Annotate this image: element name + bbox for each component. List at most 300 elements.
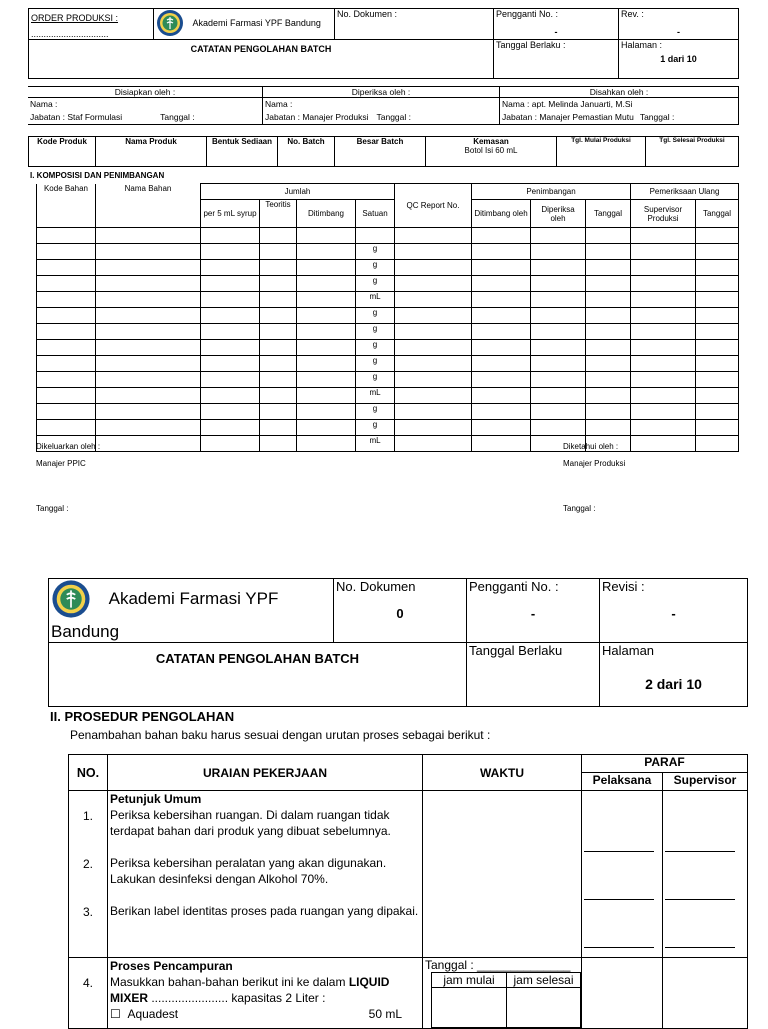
composition-cell[interactable] <box>472 436 531 452</box>
composition-cell[interactable] <box>696 340 739 356</box>
composition-cell[interactable] <box>297 356 356 372</box>
jam-selesai-label: jam selesai <box>507 973 581 988</box>
composition-cell[interactable] <box>96 228 201 244</box>
composition-cell[interactable] <box>96 324 201 340</box>
proses-pencampuran-label: Proses Pencampuran <box>110 959 233 973</box>
composition-cell[interactable] <box>96 244 201 260</box>
supervisor-signature-line[interactable] <box>665 899 735 900</box>
composition-cell[interactable] <box>586 356 631 372</box>
p2-revisi-cell <box>600 579 748 643</box>
tgl-mulai-header: Tgl. Mulai Produksi <box>557 137 646 167</box>
composition-cell[interactable] <box>96 404 201 420</box>
supervisor-signature-line[interactable] <box>665 851 735 852</box>
halaman-cell <box>619 40 739 79</box>
composition-row <box>37 260 739 276</box>
nama-produk-header: Nama Produk <box>96 137 207 167</box>
p2-tanggal-berlaku-label: Tanggal Berlaku <box>469 643 563 658</box>
composition-row <box>37 292 739 308</box>
p2-halaman-cell <box>600 643 748 707</box>
composition-cell[interactable] <box>631 276 696 292</box>
step-no: 1. <box>82 809 93 823</box>
steps-pelaksana-col <box>582 791 663 958</box>
disahkan-label: Disahkan oleh : <box>500 87 739 98</box>
composition-cell[interactable] <box>260 372 297 388</box>
p2-title: CATATAN PENGOLAHAN BATCH <box>49 643 467 707</box>
composition-cell[interactable] <box>631 340 696 356</box>
satuan-cell: g <box>356 308 395 324</box>
composition-cell[interactable] <box>201 420 260 436</box>
composition-cell[interactable] <box>472 388 531 404</box>
composition-cell[interactable] <box>531 372 586 388</box>
pelaksana-signature-line[interactable] <box>584 851 654 852</box>
composition-cell[interactable] <box>586 276 631 292</box>
satuan-cell <box>356 228 395 244</box>
p2-tanggal-berlaku-cell <box>467 643 600 707</box>
composition-cell[interactable] <box>696 404 739 420</box>
halaman-label: Halaman : <box>621 40 663 50</box>
composition-cell[interactable] <box>201 260 260 276</box>
composition-cell[interactable] <box>696 260 739 276</box>
composition-cell[interactable] <box>201 356 260 372</box>
steps-waktu-col[interactable] <box>423 791 582 958</box>
composition-cell[interactable] <box>531 420 586 436</box>
signature-right <box>563 438 625 517</box>
step4-text-bold: LIQUID MIXER <box>110 975 390 1005</box>
composition-cell[interactable] <box>96 420 201 436</box>
composition-cell[interactable] <box>696 228 739 244</box>
composition-cell[interactable] <box>696 292 739 308</box>
composition-cell[interactable] <box>696 436 739 452</box>
composition-cell[interactable] <box>37 356 96 372</box>
halaman-value: 1 dari 10 <box>660 54 697 64</box>
manajer-ppic-label: Manajer PPIC <box>36 459 86 468</box>
no-dokumen-label: No. Dokumen : <box>337 9 398 19</box>
step-text: Periksa kebersihan peralatan yang akan digunakan. Lakukan desinfeksi dengan Alkohol 70%. <box>110 856 387 886</box>
composition-cell[interactable] <box>37 420 96 436</box>
composition-cell[interactable] <box>260 228 297 244</box>
jabatan2: Jabatan : Manajer Produksi <box>265 112 369 122</box>
composition-cell[interactable] <box>201 404 260 420</box>
step4-text-b: ....................... kapasitas 2 Liter : <box>148 991 326 1005</box>
composition-cell[interactable] <box>631 244 696 260</box>
composition-cell[interactable] <box>260 244 297 260</box>
satuan-cell: g <box>356 356 395 372</box>
supervisor-produksi-header: Supervisor Produksi <box>631 200 696 228</box>
composition-row <box>37 340 739 356</box>
composition-cell[interactable] <box>531 292 586 308</box>
jam-table <box>431 972 581 1028</box>
composition-cell[interactable] <box>395 308 472 324</box>
p2-institution-name: Akademi Farmasi YPF Bandung <box>51 588 279 641</box>
composition-cell[interactable] <box>631 228 696 244</box>
composition-cell[interactable] <box>395 276 472 292</box>
satuan-cell: g <box>356 372 395 388</box>
composition-cell[interactable] <box>631 404 696 420</box>
order-produksi-label: ORDER PRODUKSI : <box>31 13 119 23</box>
satuan-header: Satuan <box>356 200 395 228</box>
step4-text-cell <box>108 958 423 1029</box>
composition-cell[interactable] <box>96 388 201 404</box>
tanggal2: Tanggal : <box>376 112 411 122</box>
composition-cell[interactable] <box>201 388 260 404</box>
composition-cell[interactable] <box>586 388 631 404</box>
p2-halaman-label: Halaman <box>602 643 655 658</box>
page2-header-table <box>48 578 748 707</box>
composition-cell[interactable] <box>472 244 531 260</box>
no-batch-header: No. Batch <box>278 137 335 167</box>
composition-cell[interactable] <box>260 340 297 356</box>
nama3: Nama : apt. Melinda Januarti, M.Si <box>502 99 633 109</box>
pelaksana-header: Pelaksana <box>582 773 663 791</box>
composition-cell[interactable] <box>472 404 531 420</box>
composition-cell[interactable] <box>37 324 96 340</box>
p2-no-dokumen-cell <box>334 579 467 643</box>
nama1: Nama : <box>30 99 58 109</box>
composition-cell[interactable] <box>472 372 531 388</box>
composition-cell[interactable] <box>96 276 201 292</box>
composition-cell[interactable] <box>631 388 696 404</box>
composition-cell[interactable] <box>631 292 696 308</box>
rev-cell <box>619 9 739 40</box>
steps-text-col <box>108 791 423 958</box>
jam-mulai-input[interactable] <box>432 988 507 1028</box>
composition-cell[interactable] <box>260 404 297 420</box>
composition-cell[interactable] <box>586 260 631 276</box>
p2-revisi-label: Revisi : <box>602 579 645 594</box>
order-produksi-cell <box>29 9 154 40</box>
supervisor-signature-line[interactable] <box>665 947 735 948</box>
composition-cell[interactable] <box>472 340 531 356</box>
composition-cell[interactable] <box>472 228 531 244</box>
composition-cell[interactable] <box>260 356 297 372</box>
section2-subtitle: Penambahan bahan baku harus sesuai dengan urutan proses sebagai berikut : <box>70 728 491 742</box>
bentuk-sediaan-header: Bentuk Sediaan <box>207 137 278 167</box>
composition-cell[interactable] <box>472 420 531 436</box>
no-header: NO. <box>69 755 108 791</box>
satuan-cell: g <box>356 404 395 420</box>
composition-cell[interactable] <box>201 228 260 244</box>
composition-row <box>37 420 739 436</box>
aquadest-qty: 50 mL <box>368 1007 402 1021</box>
teoritis-header: Teoritis <box>260 200 297 228</box>
composition-cell[interactable] <box>472 292 531 308</box>
p2-pengganti-value: - <box>530 606 536 621</box>
composition-cell[interactable] <box>96 340 201 356</box>
composition-cell[interactable] <box>395 244 472 260</box>
composition-cell[interactable] <box>260 260 297 276</box>
composition-row <box>37 308 739 324</box>
composition-cell[interactable] <box>395 388 472 404</box>
composition-cell[interactable] <box>531 356 586 372</box>
composition-cell[interactable] <box>260 324 297 340</box>
composition-cell[interactable] <box>696 388 739 404</box>
step-text: Berikan label identitas proses pada ruangan yang dipakai. <box>110 904 419 918</box>
composition-cell[interactable] <box>586 244 631 260</box>
composition-cell[interactable] <box>531 260 586 276</box>
composition-cell[interactable] <box>586 372 631 388</box>
composition-cell[interactable] <box>201 340 260 356</box>
nama2: Nama : <box>265 99 293 109</box>
composition-cell[interactable] <box>37 228 96 244</box>
kemasan-cell <box>426 137 557 167</box>
composition-cell[interactable] <box>395 404 472 420</box>
composition-cell[interactable] <box>297 404 356 420</box>
step-no: 2. <box>82 857 93 871</box>
composition-cell[interactable] <box>472 260 531 276</box>
composition-cell[interactable] <box>395 324 472 340</box>
composition-cell[interactable] <box>631 356 696 372</box>
pengganti-label: Pengganti No. : <box>496 9 559 19</box>
no-dokumen-cell <box>335 9 494 40</box>
composition-cell[interactable] <box>395 260 472 276</box>
step4-pelaksana-cell <box>582 958 663 1029</box>
tanggal-berlaku-label: Tanggal Berlaku : <box>496 40 566 50</box>
step4-tanggal-label[interactable]: Tanggal : ______________ <box>425 958 571 972</box>
composition-cell[interactable] <box>37 292 96 308</box>
p2-institution-cell <box>49 579 334 643</box>
composition-cell[interactable] <box>696 308 739 324</box>
composition-cell[interactable] <box>472 356 531 372</box>
composition-cell[interactable] <box>297 324 356 340</box>
composition-cell[interactable] <box>631 324 696 340</box>
composition-cell[interactable] <box>297 308 356 324</box>
composition-cell[interactable] <box>472 324 531 340</box>
tanggal-berlaku-cell <box>494 40 619 79</box>
composition-cell[interactable] <box>201 372 260 388</box>
diketahui-label: Diketahui oleh : <box>563 442 619 451</box>
signature-left <box>36 438 100 517</box>
besar-batch-header: Besar Batch <box>335 137 426 167</box>
waktu-header: WAKTU <box>423 755 582 791</box>
diperiksa-label: Diperiksa oleh : <box>263 87 500 98</box>
composition-cell[interactable] <box>395 436 472 452</box>
qc-report-header: QC Report No. <box>395 184 472 228</box>
jabatan3: Jabatan : Manajer Pemastian Mutu <box>502 112 634 122</box>
steps-no-col <box>69 791 108 958</box>
pengganti-cell <box>494 9 619 40</box>
checkbox-icon[interactable]: ☐ <box>110 1007 121 1021</box>
composition-cell[interactable] <box>586 340 631 356</box>
composition-cell[interactable] <box>297 372 356 388</box>
jam-selesai-input[interactable] <box>507 988 581 1028</box>
composition-cell[interactable] <box>531 276 586 292</box>
composition-body <box>37 228 739 452</box>
supervisor-header: Supervisor <box>663 773 748 791</box>
composition-cell[interactable] <box>297 276 356 292</box>
composition-cell[interactable] <box>631 420 696 436</box>
rev-label: Rev. : <box>621 9 644 19</box>
satuan-cell: mL <box>356 292 395 308</box>
p2-pengganti-cell <box>467 579 600 643</box>
composition-cell[interactable] <box>472 308 531 324</box>
composition-cell[interactable] <box>96 292 201 308</box>
jam-mulai-label: jam mulai <box>432 973 507 988</box>
institution-cell <box>154 9 335 40</box>
composition-cell[interactable] <box>96 308 201 324</box>
composition-cell[interactable] <box>631 308 696 324</box>
composition-cell[interactable] <box>586 324 631 340</box>
step4-no: 4. <box>69 958 108 1029</box>
composition-cell[interactable] <box>37 260 96 276</box>
logo-icon <box>156 9 184 39</box>
satuan-cell: g <box>356 244 395 260</box>
composition-cell[interactable] <box>37 308 96 324</box>
composition-cell[interactable] <box>297 436 356 452</box>
composition-cell[interactable] <box>586 228 631 244</box>
composition-cell[interactable] <box>531 324 586 340</box>
composition-cell[interactable] <box>297 292 356 308</box>
nama-bahan-header: Nama Bahan <box>96 184 201 228</box>
aquadest-label: Aquadest <box>127 1007 179 1021</box>
kode-bahan-header: Kode Bahan <box>37 184 96 228</box>
tanggal1: Tanggal : <box>160 112 195 122</box>
jumlah-header: Jumlah <box>201 184 395 200</box>
composition-cell[interactable] <box>260 308 297 324</box>
pelaksana-signature-line[interactable] <box>584 947 654 948</box>
composition-cell[interactable] <box>531 340 586 356</box>
composition-cell[interactable] <box>696 244 739 260</box>
section2-title: II. PROSEDUR PENGOLAHAN <box>50 709 235 724</box>
penimbangan-header: Penimbangan <box>472 184 631 200</box>
composition-row <box>37 404 739 420</box>
pelaksana-signature-line[interactable] <box>584 899 654 900</box>
tanggal3: Tanggal : <box>639 112 675 122</box>
satuan-cell: g <box>356 276 395 292</box>
petunjuk-umum-label: Petunjuk Umum <box>110 792 202 806</box>
composition-cell[interactable] <box>37 404 96 420</box>
composition-row <box>37 244 739 260</box>
composition-row <box>37 324 739 340</box>
p2-no-dokumen-label: No. Dokumen <box>336 579 416 594</box>
disiapkan-details <box>28 98 263 125</box>
composition-cell[interactable] <box>696 372 739 388</box>
composition-cell[interactable] <box>297 388 356 404</box>
composition-cell[interactable] <box>531 244 586 260</box>
composition-cell[interactable] <box>260 420 297 436</box>
composition-cell[interactable] <box>631 436 696 452</box>
tanggal2-header: Tanggal <box>696 200 739 228</box>
ditimbang-oleh-header: Ditimbang oleh <box>472 200 531 228</box>
satuan-cell: g <box>356 260 395 276</box>
composition-cell[interactable] <box>297 244 356 260</box>
composition-cell[interactable] <box>37 276 96 292</box>
institution-name: Akademi Farmasi YPF Bandung <box>192 18 321 29</box>
kemasan-value: Botol Isi 60 mL <box>464 146 518 155</box>
composition-cell[interactable] <box>260 436 297 452</box>
composition-row <box>37 388 739 404</box>
page1-header-table <box>28 8 739 79</box>
rev-value: - <box>677 27 680 37</box>
composition-cell[interactable] <box>631 260 696 276</box>
composition-cell[interactable] <box>260 388 297 404</box>
composition-cell[interactable] <box>586 308 631 324</box>
composition-row <box>37 356 739 372</box>
composition-cell[interactable] <box>297 420 356 436</box>
p2-revisi-value: - <box>671 606 676 621</box>
composition-cell[interactable] <box>586 420 631 436</box>
section1-title: I. KOMPOSISI DAN PENIMBANGAN <box>30 171 165 180</box>
composition-cell[interactable] <box>201 244 260 260</box>
satuan-cell: mL <box>356 388 395 404</box>
composition-cell[interactable] <box>201 276 260 292</box>
ditimbang-header: Ditimbang <box>297 200 356 228</box>
order-produksi-dots: ............................... <box>31 29 109 39</box>
p2-no-dokumen-value: 0 <box>396 606 404 621</box>
composition-cell[interactable] <box>472 276 531 292</box>
composition-cell[interactable] <box>696 324 739 340</box>
pemeriksaan-ulang-header: Pemeriksaan Ulang <box>631 184 739 200</box>
tanggal-header: Tanggal <box>586 200 631 228</box>
composition-cell[interactable] <box>297 228 356 244</box>
composition-cell[interactable] <box>696 420 739 436</box>
composition-cell[interactable] <box>260 292 297 308</box>
composition-cell[interactable] <box>96 260 201 276</box>
composition-cell[interactable] <box>586 292 631 308</box>
composition-cell[interactable] <box>395 372 472 388</box>
composition-cell[interactable] <box>631 372 696 388</box>
step-no: 3. <box>82 905 93 919</box>
paraf-header: PARAF <box>582 755 748 773</box>
composition-cell[interactable] <box>395 420 472 436</box>
composition-cell[interactable] <box>395 228 472 244</box>
composition-cell[interactable] <box>297 340 356 356</box>
composition-cell[interactable] <box>96 372 201 388</box>
procedure-table <box>68 754 748 1029</box>
composition-cell[interactable] <box>696 276 739 292</box>
composition-cell[interactable] <box>201 324 260 340</box>
jabatan1: Jabatan : Staf Formulasi <box>30 112 123 122</box>
composition-row <box>37 228 739 244</box>
composition-cell[interactable] <box>37 372 96 388</box>
composition-cell[interactable] <box>531 388 586 404</box>
product-table <box>28 136 739 167</box>
composition-cell[interactable] <box>37 388 96 404</box>
dikeluarkan-label: Dikeluarkan oleh : <box>36 442 101 451</box>
composition-cell[interactable] <box>395 356 472 372</box>
composition-cell[interactable] <box>297 260 356 276</box>
composition-cell[interactable] <box>696 356 739 372</box>
tanggal-left-label: Tanggal : <box>36 504 69 513</box>
composition-cell[interactable] <box>260 276 297 292</box>
composition-cell[interactable] <box>37 244 96 260</box>
composition-cell[interactable] <box>531 308 586 324</box>
step4-waktu-cell <box>423 958 582 1029</box>
composition-cell[interactable] <box>96 436 201 452</box>
composition-cell[interactable] <box>37 340 96 356</box>
composition-cell[interactable] <box>531 228 586 244</box>
composition-cell[interactable] <box>395 292 472 308</box>
step4-text-a: Masukkan bahan-bahan berikut ini ke dalam <box>110 975 349 989</box>
per5ml-header: per 5 mL syrup <box>201 200 260 228</box>
satuan-cell: g <box>356 324 395 340</box>
step4-supervisor-cell <box>663 958 748 1029</box>
composition-cell[interactable] <box>395 340 472 356</box>
page1-title: CATATAN PENGOLAHAN BATCH <box>29 40 494 79</box>
composition-cell[interactable] <box>201 308 260 324</box>
kemasan-header: Kemasan <box>473 137 509 146</box>
satuan-cell: g <box>356 420 395 436</box>
composition-cell[interactable] <box>201 292 260 308</box>
composition-row <box>37 372 739 388</box>
composition-cell[interactable] <box>586 404 631 420</box>
pengganti-value: - <box>554 27 558 37</box>
diperiksa-details <box>263 98 500 125</box>
parties-table <box>28 86 739 125</box>
composition-cell[interactable] <box>96 356 201 372</box>
uraian-header: URAIAN PEKERJAAN <box>108 755 423 791</box>
composition-cell[interactable] <box>531 404 586 420</box>
composition-cell[interactable] <box>201 436 260 452</box>
